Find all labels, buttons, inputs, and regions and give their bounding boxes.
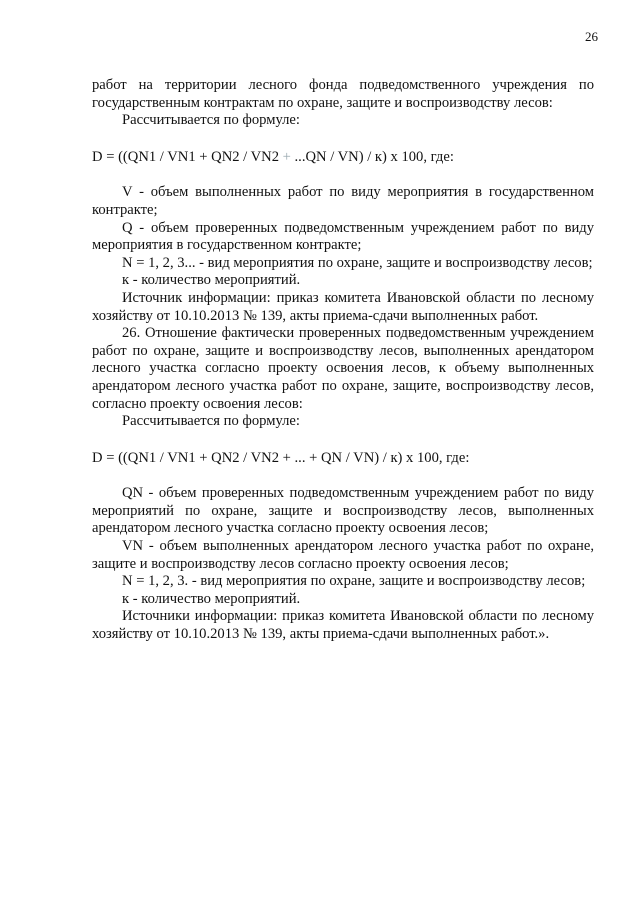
source-info: Источник информации: приказ комитета Ивановской области по лесному хозяйству от 10.10.2013 № 139, акты приема-сдачи выполненных работ. xyxy=(92,289,594,324)
formula-intro: Рассчитывается по формуле: xyxy=(122,112,300,129)
formula-1 xyxy=(92,149,594,167)
page-number: 26 xyxy=(585,29,598,44)
definition-k-2: к - количество мероприятий. xyxy=(122,590,301,607)
definition-v: V - объем выполненных работ по виду мероприятия в государственном контракте; xyxy=(92,184,594,218)
definition-q: Q - объем проверенных подведомственным учреждением работ по виду мероприятия в государственном контракте; xyxy=(92,219,594,254)
definition-vn: VN - объем выполненных арендатором лесного участка работ по охране, защите и воспроизводству лесов согласно проекту освоения лесов; xyxy=(92,538,594,572)
formula-intro-2: Рассчитывается по формуле: xyxy=(122,413,300,430)
formula-1-faint-plus: + xyxy=(282,148,291,165)
paragraph-continuation: работ на территории лесного фонда подведомственного учреждения по государственным контрактам по охране, защите и воспроизводству лесов: xyxy=(92,77,594,111)
document-body xyxy=(92,77,594,644)
definition-n: N = 1, 2, 3... - вид мероприятия по охране, защите и воспроизводству лесов; xyxy=(122,254,593,271)
definition-n-2: N = 1, 2, 3. - вид мероприятия по охране, защите и воспроизводству лесов; xyxy=(122,573,586,590)
source-info-2: Источники информации: приказ комитета Ивановской области по лесному хозяйству от 10.10.2013 № 139, акты приема-сдачи выполненных работ.». xyxy=(92,608,594,643)
item-26: 26. Отношение фактически проверенных подведомственным учреждением работ по охране, защите и воспроизводству лесов, выполненных арендатором лесного участка согласно проекту освоения лесов, к объему выполненных арендатором лесного участка работ по охране, защите, воспроизводству лесов, согласно проекту освоения лесов: xyxy=(92,325,594,412)
definition-qn: QN - объем проверенных подведомственным учреждением работ по виду мероприятий по охране, защите и воспроизводству лесов, выполненных арендатором лесного участка согласно проекту освоения лесов; xyxy=(92,485,594,537)
formula-1-part-a: D = ((QN1 / VN1 + QN2 / VN2 xyxy=(92,148,283,165)
formula-2: D = ((QN1 / VN1 + QN2 / VN2 + ... + QN / VN) / к) х 100, где: xyxy=(92,449,470,466)
formula-1-part-b: ...QN / VN) / к) х 100, где: xyxy=(290,148,454,165)
definition-k: к - количество мероприятий. xyxy=(122,272,301,289)
